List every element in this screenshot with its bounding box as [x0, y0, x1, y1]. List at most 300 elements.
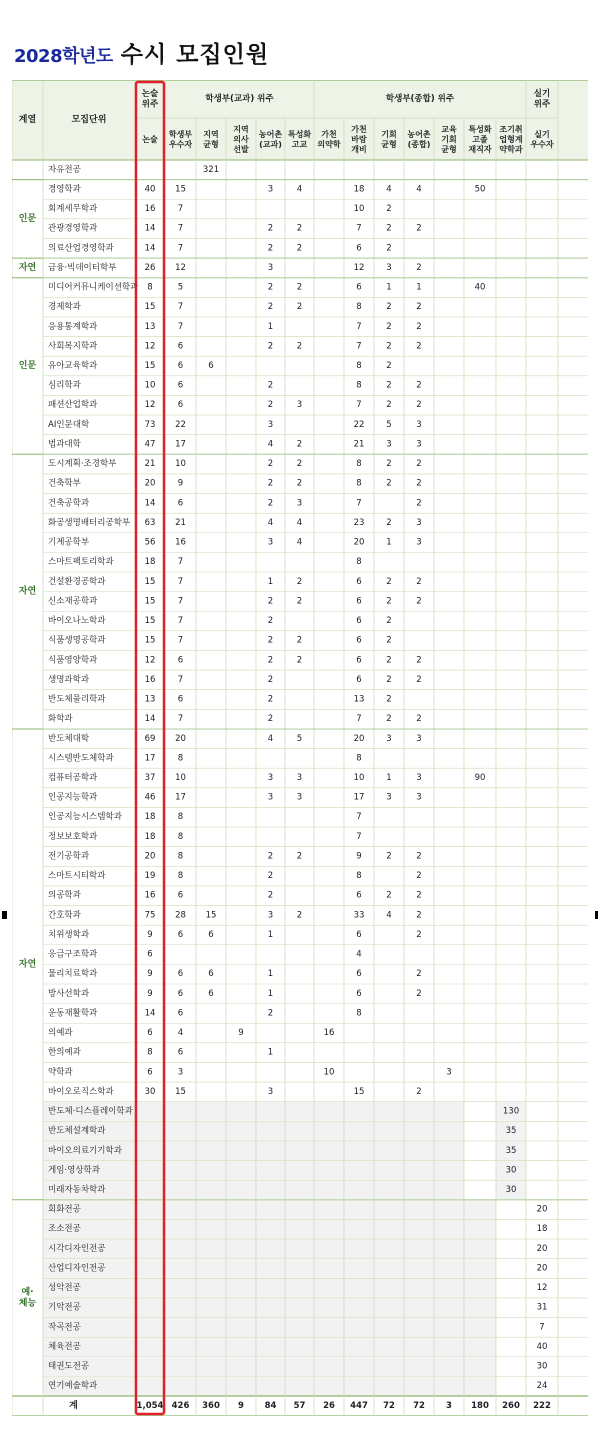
row-29-col-8: 3: [386, 733, 392, 744]
row-29-col-0: 69: [144, 733, 156, 744]
row-8-col-8: 2: [386, 321, 392, 332]
row-58-col-13: 31: [536, 1302, 548, 1313]
row-1-col-7: 18: [353, 184, 365, 195]
row-38-col-2: 15: [205, 910, 217, 921]
row-name-28: 화학과: [48, 714, 73, 725]
row-43-col-1: 6: [177, 1008, 184, 1019]
row-10-col-8: 2: [386, 361, 392, 371]
row-22-col-9: 2: [416, 596, 422, 607]
row-46-col-10: 3: [446, 1067, 452, 1078]
row-13-col-1: 22: [175, 419, 186, 430]
row-39-col-4: 1: [267, 929, 274, 940]
row-name-56: 산업디자인전공: [48, 1263, 106, 1274]
empty-cell-shade: [227, 1259, 256, 1278]
row-18-col-0: 63: [144, 517, 156, 528]
row-34-col-0: 18: [144, 831, 156, 842]
row-16-col-9: 2: [416, 478, 422, 489]
empty-cell-shade: [166, 1240, 196, 1259]
row-15-col-5: 2: [296, 459, 303, 470]
empty-cell-shade: [345, 1279, 374, 1298]
empty-cell-shade: [227, 1279, 256, 1298]
row-41-col-7: 6: [356, 969, 362, 980]
row-22-col-8: 2: [386, 596, 392, 607]
empty-cell-shade: [315, 1338, 344, 1357]
empty-cell-shade: [166, 1338, 196, 1357]
empty-cell-shade: [227, 1122, 256, 1141]
row-31-col-9: 3: [416, 773, 422, 783]
empty-cell-shade: [136, 1357, 165, 1376]
row-14-col-0: 47: [144, 439, 156, 450]
empty-cell-shade: [405, 1259, 434, 1278]
empty-cell-shade: [465, 1220, 496, 1239]
empty-cell-shade: [465, 1240, 496, 1259]
empty-cell-shade: [197, 1161, 226, 1180]
row-2-col-1: 7: [177, 204, 184, 215]
empty-cell-shade: [465, 1338, 496, 1357]
row-25-col-5: 2: [296, 655, 303, 666]
empty-cell-shade: [197, 1240, 226, 1259]
empty-cell-shade: [405, 1240, 434, 1259]
empty-cell-shade: [227, 1181, 256, 1200]
row-15-col-8: 2: [386, 459, 392, 470]
row-18-col-7: 23: [353, 517, 365, 528]
row-34-col-1: 8: [177, 831, 184, 842]
empty-cell-shade: [375, 1181, 404, 1200]
row-name-40: 응급구조학과: [48, 949, 98, 960]
empty-cell-shade: [166, 1259, 196, 1278]
empty-cell-shade: [375, 1318, 404, 1337]
row-32-col-9: 3: [416, 792, 422, 803]
empty-cell-shade: [345, 1240, 374, 1259]
row-42-col-2: 6: [208, 988, 214, 999]
row-31-col-5: 3: [296, 773, 303, 783]
row-12-col-1: 6: [177, 400, 184, 411]
row-10-col-7: 8: [356, 361, 362, 371]
header-sub-8: 기회 균형: [381, 129, 397, 149]
row-name-47: 바이오로직스학과: [48, 1086, 114, 1097]
admissions-table: [12, 80, 588, 1416]
empty-cell-shade: [286, 1318, 314, 1337]
empty-cell-shade: [227, 1141, 256, 1160]
row-name-35: 전기공학과: [48, 851, 90, 862]
row-32-col-8: 3: [386, 792, 392, 803]
row-29-col-5: 5: [296, 733, 303, 744]
empty-cell-shade: [465, 1377, 496, 1396]
empty-cell-shade: [465, 1200, 496, 1219]
row-12-col-5: 3: [296, 400, 303, 411]
row-39-col-7: 6: [356, 929, 362, 940]
row-name-15: 도시계획·조경학부: [48, 459, 117, 470]
header-col-field: 계열: [18, 115, 37, 125]
row-52-col-12: 30: [505, 1185, 517, 1195]
row-6-col-4: 2: [267, 282, 274, 293]
total-col-8: 72: [383, 1401, 395, 1411]
empty-cell-shade: [197, 1141, 226, 1160]
row-38-col-0: 75: [144, 910, 156, 921]
empty-cell-shade: [315, 1240, 344, 1259]
row-14-col-7: 21: [353, 439, 365, 450]
row-42-col-0: 9: [147, 988, 153, 999]
empty-cell-shade: [465, 1259, 496, 1278]
empty-cell-shade: [435, 1318, 464, 1337]
row-32-col-7: 17: [353, 792, 365, 803]
empty-cell-shade: [465, 1279, 496, 1298]
empty-cell-shade: [345, 1122, 374, 1141]
row-53-col-13: 20: [536, 1204, 548, 1215]
row-9-col-0: 12: [144, 341, 156, 352]
row-19-col-0: 56: [144, 537, 156, 548]
row-11-col-1: 6: [177, 380, 184, 391]
row-24-col-5: 2: [296, 635, 303, 646]
row-32-col-4: 3: [267, 792, 274, 803]
header-group-jonghap: 학생부(종합) 위주: [385, 94, 455, 104]
empty-cell-shade: [166, 1377, 196, 1396]
row-36-col-9: 2: [416, 871, 422, 882]
total-col-11: 180: [471, 1401, 489, 1411]
row-name-41: 물리치료학과: [48, 969, 98, 980]
row-32-col-5: 3: [296, 792, 303, 803]
row-45-col-0: 8: [147, 1047, 153, 1058]
row-22-col-0: 15: [144, 596, 156, 607]
empty-cell-shade: [375, 1259, 404, 1278]
empty-cell-shade: [257, 1338, 285, 1357]
row-36-col-7: 8: [356, 871, 362, 882]
empty-cell-shade: [435, 1141, 464, 1160]
row-25-col-4: 2: [267, 655, 274, 666]
row-13-col-4: 3: [267, 419, 274, 430]
row-name-20: 스마트팩토리학과: [48, 557, 114, 568]
row-35-col-8: 2: [386, 851, 392, 862]
row-35-col-0: 20: [144, 851, 156, 862]
total-col-2: 360: [202, 1401, 220, 1411]
empty-cell-shade: [166, 1357, 196, 1376]
empty-cell-shade: [435, 1122, 464, 1141]
row-44-col-3: 9: [238, 1028, 244, 1039]
empty-cell-shade: [286, 1220, 314, 1239]
empty-cell-shade: [166, 1122, 196, 1141]
row-4-col-4: 2: [267, 243, 274, 254]
row-name-0: 자유전공: [48, 164, 81, 175]
row-18-col-8: 2: [386, 517, 392, 528]
row-22-col-4: 2: [267, 596, 274, 607]
row-10-col-2: 6: [208, 361, 214, 371]
row-6-col-7: 6: [356, 282, 362, 293]
row-43-col-4: 2: [267, 1008, 274, 1019]
row-26-col-1: 7: [177, 674, 184, 685]
empty-cell-shade: [197, 1102, 226, 1121]
empty-cell-shade: [405, 1377, 434, 1396]
row-38-col-9: 2: [416, 910, 422, 921]
row-1-col-4: 3: [267, 184, 274, 195]
row-30-col-7: 8: [356, 753, 362, 764]
empty-cell-shade: [375, 1141, 404, 1160]
row-42-col-1: 6: [177, 988, 184, 999]
empty-cell-shade: [345, 1338, 374, 1357]
empty-cell-shade: [315, 1357, 344, 1376]
row-name-34: 정보보호학과: [48, 831, 98, 842]
row-14-col-1: 17: [175, 439, 186, 450]
row-14-col-9: 3: [416, 439, 422, 450]
empty-cell-shade: [375, 1161, 404, 1180]
empty-cell-shade: [315, 1181, 344, 1200]
row-41-col-0: 9: [147, 969, 153, 980]
row-24-col-8: 2: [386, 635, 392, 646]
row-31-col-7: 10: [353, 773, 365, 783]
row-8-col-7: 7: [356, 321, 362, 332]
empty-cell-shade: [375, 1298, 404, 1317]
empty-cell-shade: [166, 1181, 196, 1200]
row-55-col-13: 20: [536, 1243, 548, 1254]
empty-cell-shade: [375, 1200, 404, 1219]
empty-cell-shade: [375, 1240, 404, 1259]
row-5-col-8: 3: [386, 262, 392, 273]
row-name-7: 경제학과: [48, 302, 81, 313]
row-name-50: 바이오의료기기학과: [48, 1145, 122, 1156]
page-title: [14, 36, 269, 70]
empty-cell-shade: [435, 1357, 464, 1376]
row-name-22: 신소재공학과: [48, 596, 98, 607]
empty-cell-shade: [345, 1161, 374, 1180]
row-17-col-4: 2: [267, 498, 274, 509]
row-38-col-8: 4: [386, 910, 392, 921]
left-edge-mark: [2, 911, 7, 919]
empty-cell-shade: [465, 1318, 496, 1337]
row-16-col-5: 2: [296, 478, 303, 489]
row-4-col-7: 6: [356, 243, 362, 254]
row-2-col-7: 10: [353, 204, 365, 215]
row-25-col-9: 2: [416, 655, 422, 666]
row-1-col-8: 4: [386, 184, 392, 195]
row-name-4: 의료산업경영학과: [48, 243, 114, 254]
row-46-col-1: 3: [177, 1067, 184, 1078]
row-19-col-9: 3: [416, 537, 422, 548]
empty-cell-shade: [345, 1377, 374, 1396]
empty-cell-shade: [136, 1122, 165, 1141]
empty-cell-shade: [166, 1200, 196, 1219]
row-23-col-1: 7: [177, 616, 184, 627]
row-0-col-2: 321: [202, 164, 220, 175]
row-3-col-4: 2: [267, 223, 274, 234]
row-35-col-9: 2: [416, 851, 422, 862]
row-21-col-4: 1: [267, 576, 274, 587]
row-3-col-8: 2: [386, 223, 392, 234]
empty-cell-shade: [257, 1298, 285, 1317]
empty-cell-shade: [227, 1298, 256, 1317]
empty-cell-shade: [166, 1141, 196, 1160]
empty-cell-shade: [136, 1161, 165, 1180]
empty-cell-shade: [136, 1298, 165, 1317]
total-col-12: 260: [502, 1401, 520, 1411]
row-26-col-9: 2: [416, 674, 422, 685]
empty-cell-shade: [286, 1259, 314, 1278]
empty-cell-shade: [286, 1279, 314, 1298]
row-6-col-9: 1: [416, 282, 422, 293]
row-59-col-13: 7: [539, 1322, 545, 1333]
row-17-col-7: 7: [356, 498, 362, 509]
empty-cell-shade: [375, 1122, 404, 1141]
row-24-col-0: 15: [144, 635, 156, 646]
row-30-col-0: 17: [144, 753, 156, 764]
row-name-52: 미래자동차학과: [48, 1185, 106, 1195]
row-16-col-4: 2: [267, 478, 274, 489]
row-31-col-8: 1: [386, 773, 392, 783]
empty-cell-shade: [286, 1161, 314, 1180]
row-62-col-13: 24: [536, 1381, 548, 1392]
empty-cell-shade: [286, 1200, 314, 1219]
total-col-6: 26: [323, 1401, 335, 1411]
empty-cell-shade: [435, 1338, 464, 1357]
row-name-9: 사회복지학과: [48, 341, 98, 352]
row-11-col-9: 2: [416, 380, 422, 391]
row-19-col-7: 20: [353, 537, 365, 548]
row-6-col-1: 5: [177, 282, 184, 293]
empty-cell-shade: [197, 1298, 226, 1317]
category-label-6: 예· 체능: [18, 1287, 37, 1309]
row-44-col-0: 6: [147, 1028, 153, 1039]
row-1-col-5: 4: [296, 184, 303, 195]
row-39-col-0: 9: [147, 929, 153, 940]
empty-cell-shade: [286, 1357, 314, 1376]
row-7-col-7: 8: [356, 302, 362, 313]
row-24-col-1: 7: [177, 635, 184, 646]
row-41-col-1: 6: [177, 969, 184, 980]
row-38-col-1: 28: [175, 910, 186, 921]
empty-cell-shade: [257, 1240, 285, 1259]
category-label-2: 자연: [18, 262, 37, 273]
right-edge-mark: [595, 911, 598, 919]
empty-cell-shade: [405, 1220, 434, 1239]
row-13-col-0: 73: [144, 419, 156, 430]
row-41-col-2: 6: [208, 969, 214, 980]
row-22-col-7: 6: [356, 596, 362, 607]
row-name-32: 인공지능학과: [48, 792, 98, 803]
row-26-col-8: 2: [386, 674, 392, 685]
row-47-col-9: 2: [416, 1086, 422, 1097]
empty-cell-shade: [227, 1200, 256, 1219]
empty-cell-shade: [315, 1220, 344, 1239]
row-46-col-6: 10: [323, 1067, 335, 1078]
row-24-col-4: 2: [267, 635, 274, 646]
total-col-10: 3: [446, 1401, 452, 1411]
empty-cell-shade: [345, 1318, 374, 1337]
row-47-col-0: 30: [144, 1086, 156, 1097]
row-11-col-7: 8: [356, 380, 362, 391]
row-25-col-7: 6: [356, 655, 362, 666]
row-27-col-8: 2: [386, 694, 392, 705]
row-28-col-1: 7: [177, 714, 184, 725]
row-37-col-9: 2: [416, 890, 422, 901]
empty-cell-shade: [435, 1259, 464, 1278]
row-name-33: 인공지능시스템학과: [48, 812, 122, 823]
empty-cell-shade: [375, 1220, 404, 1239]
header-sub-4: 농어촌 (교과): [258, 129, 283, 149]
empty-cell-shade: [435, 1181, 464, 1200]
empty-cell-shade: [315, 1161, 344, 1180]
row-name-62: 연기예술학과: [48, 1381, 98, 1392]
empty-cell-shade: [197, 1279, 226, 1298]
row-5-col-9: 2: [416, 262, 422, 273]
empty-cell-shade: [315, 1141, 344, 1160]
row-42-col-4: 1: [267, 988, 274, 999]
row-48-col-12: 130: [502, 1106, 520, 1117]
row-25-col-1: 6: [177, 655, 184, 666]
empty-cell-shade: [435, 1220, 464, 1239]
row-name-23: 바이오나노학과: [48, 616, 106, 627]
empty-cell-shade: [227, 1377, 256, 1396]
row-35-col-5: 2: [296, 851, 303, 862]
empty-cell-shade: [405, 1298, 434, 1317]
empty-cell-shade: [405, 1161, 434, 1180]
empty-cell-shade: [315, 1279, 344, 1298]
empty-cell-shade: [286, 1181, 314, 1200]
row-9-col-9: 2: [416, 341, 422, 352]
row-44-col-1: 4: [177, 1028, 184, 1039]
empty-cell-shade: [197, 1181, 226, 1200]
row-5-col-1: 12: [175, 262, 186, 273]
empty-cell-shade: [136, 1220, 165, 1239]
empty-cell-shade: [227, 1240, 256, 1259]
row-18-col-4: 4: [267, 517, 274, 528]
row-18-col-5: 4: [296, 517, 303, 528]
empty-cell-shade: [286, 1377, 314, 1396]
total-col-7: 447: [350, 1401, 368, 1411]
row-33-col-1: 8: [177, 812, 184, 823]
empty-cell-shade: [286, 1240, 314, 1259]
row-2-col-8: 2: [386, 204, 392, 215]
empty-cell-shade: [405, 1200, 434, 1219]
empty-cell-shade: [197, 1220, 226, 1239]
empty-cell-shade: [197, 1200, 226, 1219]
row-12-col-7: 7: [356, 400, 362, 411]
row-27-col-0: 13: [144, 694, 156, 705]
row-19-col-4: 3: [267, 537, 274, 548]
row-8-col-9: 2: [416, 321, 422, 332]
header-sub-2: 지역 균형: [203, 129, 219, 149]
empty-cell-shade: [345, 1259, 374, 1278]
row-16-col-0: 20: [144, 478, 156, 489]
row-name-46: 약학과: [48, 1067, 73, 1078]
row-16-col-8: 2: [386, 478, 392, 489]
total-col-4: 84: [264, 1401, 277, 1411]
empty-cell-shade: [435, 1298, 464, 1317]
row-17-col-5: 3: [296, 498, 303, 509]
empty-cell-shade: [227, 1161, 256, 1180]
row-5-col-0: 26: [144, 262, 156, 273]
empty-cell-shade: [345, 1200, 374, 1219]
row-45-col-1: 6: [177, 1047, 184, 1058]
header-group-gyogwa: 학생부(교과) 위주: [205, 94, 274, 104]
row-17-col-0: 14: [144, 498, 156, 509]
header-sub-3: 지역 의사 선발: [233, 124, 249, 154]
total-col-13: 222: [533, 1401, 551, 1411]
row-3-col-1: 7: [177, 223, 184, 234]
row-12-col-9: 2: [416, 400, 422, 411]
row-29-col-7: 20: [353, 733, 365, 744]
empty-cell-shade: [286, 1102, 314, 1121]
row-name-6: 미디어커뮤니케이션학과: [48, 282, 139, 293]
header-col-unit: 모집단위: [71, 115, 107, 125]
row-8-col-0: 13: [144, 321, 156, 332]
empty-cell-shade: [345, 1357, 374, 1376]
row-name-61: 태권도전공: [48, 1361, 90, 1372]
header-sub-13: 실기 우수자: [530, 129, 554, 149]
row-name-38: 간호학과: [48, 910, 81, 921]
empty-cell-shade: [435, 1200, 464, 1219]
row-39-col-1: 6: [177, 929, 184, 940]
row-28-col-0: 14: [144, 714, 156, 725]
row-57-col-13: 12: [536, 1283, 548, 1294]
row-18-col-1: 21: [175, 517, 186, 528]
